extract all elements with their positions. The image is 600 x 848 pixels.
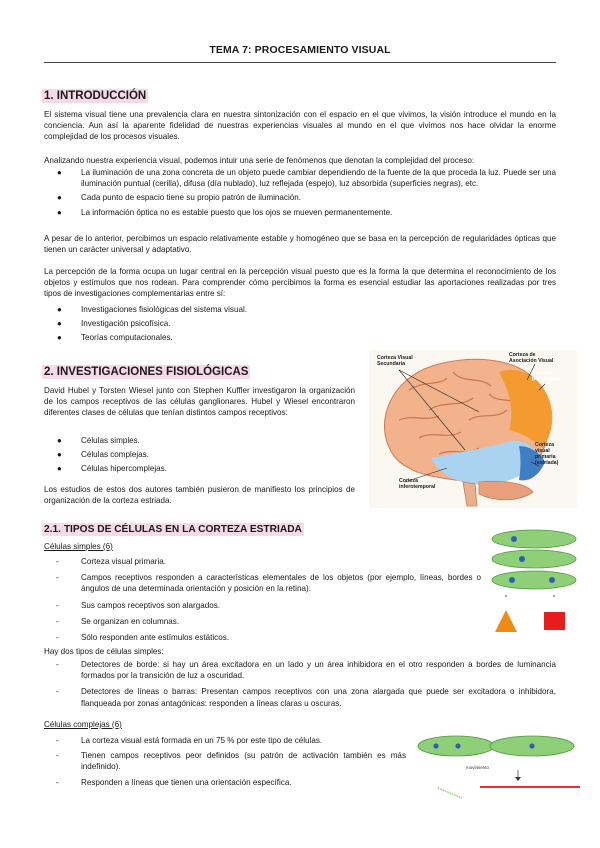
two-types-text: Hay dos tipos de células simples:: [44, 647, 164, 656]
label-secondary-cortex: Corteza Visual Secundaria: [377, 355, 413, 367]
simple-cells-title: Células simples (6): [44, 542, 113, 551]
investigations-list: [44, 304, 556, 344]
complex-cells-list: [44, 735, 406, 788]
list-item: - Responden a líneas que tienen una orientación específica.: [56, 777, 292, 787]
section-2-heading: 2. INVESTIGACIONES FISIOLÓGICAS: [44, 366, 249, 378]
intro-paragraph-4: La percepción de la forma ocupa un lugar central en la percepción visual puesto que es la forma la que determina el reconocimiento de los objetos y estímulos que nos rodean. Para comprender cómo percibimos la forma es esencial estudiar las aportaciones realizadas por tres tipos de investigaciones complementarias entre sí:: [44, 267, 556, 299]
list-item: ● Células simples.: [57, 436, 140, 445]
page-title: TEMA 7: PROCESAMIENTO VISUAL: [209, 44, 391, 56]
list-item: - Detectores de líneas o barras: Presentan campos receptivos con una zona alargada que puede ser excitadora o inhibidora, flanqueada por zonas antagónicas: responden a líneas claras u oscuras.: [56, 687, 556, 708]
list-item: ● Investigación psicofísica.: [57, 319, 171, 329]
fisiologicas-paragraph-2: Los estudios de estos dos autores también pusieron de manifiesto los principios de organización de la corteza estriada.: [44, 485, 355, 506]
label-inferotemporal: Corteza inferotemporal: [399, 478, 436, 490]
list-item: ● Investigaciones fisiológicas del sistema visual.: [57, 305, 248, 314]
label-preestriada: Corteza preestriada: [532, 370, 560, 382]
intro-paragraph-2: Analizando nuestra experiencia visual, podemos intuir una serie de fenómenos que denotan la complejidad del proceso:: [44, 156, 475, 165]
label-association-cortex: Corteza de Asociación Visual: [509, 352, 554, 364]
complex-cells-title: Células complejas (6): [44, 720, 122, 729]
section-2-1-heading: 2.1. TIPOS DE CÉLULAS EN LA CORTEZA ESTRIADA: [44, 524, 302, 535]
simple-cells-list: [44, 556, 481, 643]
title-divider: [44, 62, 556, 63]
receptive-fields-illustration: [488, 526, 582, 642]
list-item: - Tienen campos receptivos peor definidos (su patrón de activación también es más indefinido).: [56, 751, 406, 772]
list-item: ● Células complejas.: [57, 450, 149, 460]
list-item: - Se organizan en columnas.: [56, 616, 180, 626]
list-item: - Detectores de borde: si hay un área excitadora en un lado y un área inhibidora en el otro responden a bordes de luminancia formados por la transición de luz a oscuridad.: [56, 660, 556, 681]
list-item: ● Cada punto de espacio tiene su propio patrón de iluminación.: [57, 193, 302, 203]
simple-cell-types-list: [44, 659, 556, 709]
cell-types-list: [44, 435, 355, 475]
list-item: ● La información óptica no es estable puesto que los ojos se mueven permanentemente.: [57, 207, 393, 217]
brain-figure: [369, 350, 577, 508]
label-primary-cortex: Corteza visual primaria (estriada): [535, 442, 559, 466]
intro-paragraph-3: A pesar de lo anterior, percibimos un espacio relativamente estable y homogéneo que se basa en la percepción de regularidades ópticas que tienen un carácter universal y adaptativo.: [44, 234, 556, 255]
simple-cells-figure: [488, 526, 582, 642]
list-item: - Campos receptivos responden a características elementales de los objetos (por ejemplo, líneas, bordes o ángulos de una determinada orientación y posición en la retina).: [56, 573, 481, 594]
complex-cells-figure: [414, 732, 584, 800]
complex-field-illustration: [414, 732, 584, 800]
movement-label: movimiento: [466, 765, 490, 770]
intro-paragraph-1: El sistema visual tiene una prevalencia clara en nuestra sintonización con el espacio en el que vivimos, la visión introduce el mundo en la conciencia. Aun así la aparente fidelidad de nuestras experiencias visuales al mundo en el que vivimos nos hace olvidar la enorme complejidad de los procesos visuales.: [44, 110, 556, 142]
list-item: - La corteza visual está formada en un 75 % por este tipo de células.: [56, 736, 323, 745]
section-1-heading: 1. INTRODUCCIÓN: [44, 90, 147, 102]
list-item: - Corteza visual primaria.: [56, 557, 167, 566]
list-item: - Sus campos receptivos son alargados.: [56, 600, 221, 610]
phenomena-list: [44, 167, 556, 218]
list-item: ● Células hipercomplejas.: [57, 464, 167, 474]
list-item: - Sólo responden ante estímulos estáticos.: [56, 633, 230, 643]
list-item: ● Teorías computacionales.: [57, 333, 173, 343]
list-item: ● La iluminación de una zona concreta de un objeto puede cambiar dependiendo de la fuente de la que proceda la luz. Puede ser una iluminación puntual (cerilla), difusa (día nublado), luz reflejada (espejo), luz absorbida (superficies negras), etc.: [57, 168, 556, 189]
fisiologicas-paragraph-1: David Hubel y Torsten Wiesel junto con Stephen Kuffler investigaron la organización de los campos receptivos de las células ganglionares. Hubel y Wiesel encontraron diferentes clases de células que tenían distintos campos receptivos:: [44, 386, 355, 418]
